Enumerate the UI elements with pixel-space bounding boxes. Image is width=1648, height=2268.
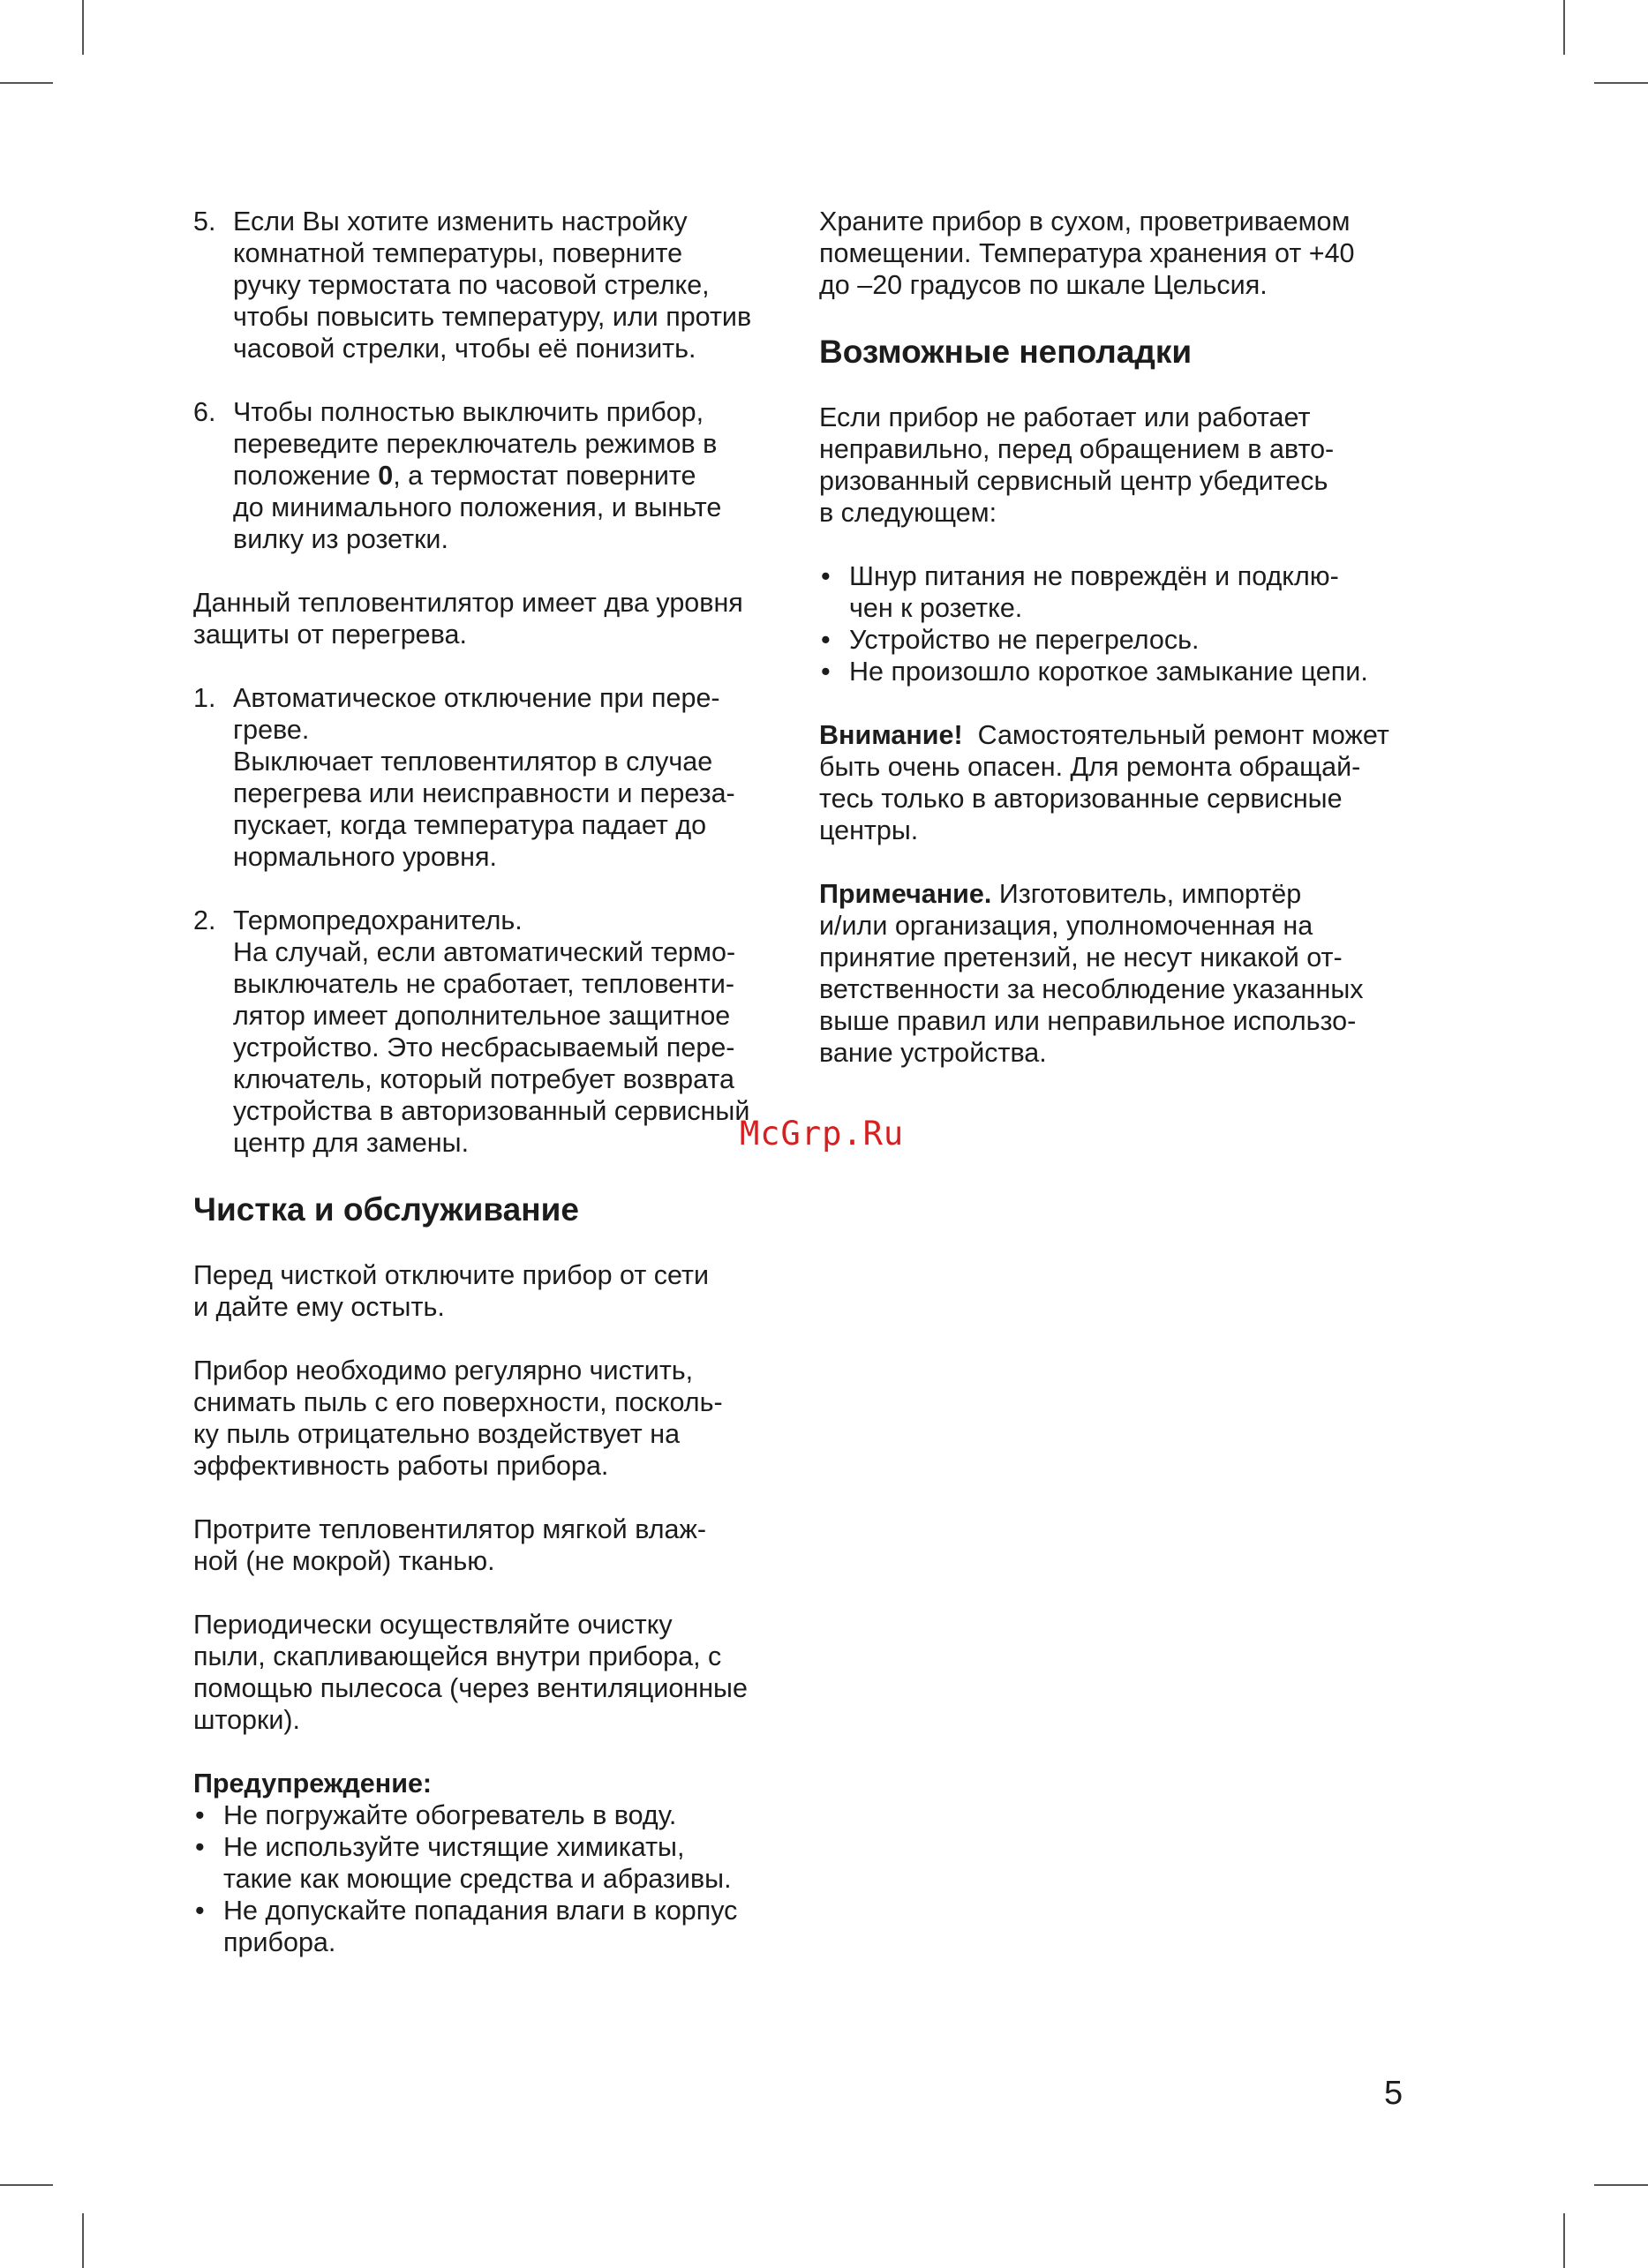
- protection-item-1: [193, 682, 794, 873]
- text-line: в следующем:: [819, 498, 997, 528]
- text-line: Перед чисткой отключите прибор от сети: [193, 1260, 709, 1290]
- text-line: устройство. Это несбрасываемый пере-: [233, 1033, 735, 1063]
- instruction-item-5: [193, 206, 794, 364]
- troubleshooting-intro: [819, 402, 1419, 529]
- text-line: Шнур питания не повреждён и подклю-: [849, 561, 1339, 591]
- text-line: ку пыль отрицательно воздействует на: [193, 1419, 681, 1449]
- left-column: [193, 206, 794, 1958]
- bullet-icon: •: [195, 1832, 205, 1862]
- text-line: снимать пыль с его поверхности, посколь-: [193, 1387, 723, 1417]
- text-line: пыли, скапливающейся внутри прибора, с: [193, 1641, 722, 1671]
- text-line: Автоматическое отключение при пере-: [233, 683, 720, 713]
- text-line: быть очень опасен. Для ремонта обращай-: [819, 752, 1361, 782]
- item-number: 6.: [193, 397, 216, 427]
- text-line: Протрите тепловентилятор мягкой влаж-: [193, 1514, 707, 1544]
- text-line: вание устройства.: [819, 1038, 1047, 1068]
- text-line: тесь только в авторизованные сервисные: [819, 784, 1343, 814]
- list-item: [193, 1831, 794, 1895]
- text-fragment: , а термостат поверните: [393, 461, 696, 491]
- note-label: Примечание.: [819, 879, 992, 909]
- attention-label: Внимание!: [819, 720, 963, 750]
- text-fragment: Изготовитель, импортёр: [998, 879, 1302, 909]
- text-line: перегрева или неисправности и переза-: [233, 778, 735, 808]
- cleaning-paragraph: [193, 1513, 794, 1577]
- text-line: Выключает тепловентилятор в случае: [233, 747, 713, 777]
- crop-mark-top-right-v: [1563, 0, 1565, 55]
- checklist: [819, 560, 1419, 687]
- text-line: Чтобы полностью выключить прибор,: [233, 397, 704, 427]
- text-line: до –20 градусов по шкале Цельсия.: [819, 270, 1268, 300]
- text-fragment: положение: [233, 461, 379, 491]
- item-number: 2.: [193, 905, 216, 935]
- bullet-icon: •: [821, 561, 831, 591]
- troubleshooting-heading: Возможные неполадки: [819, 334, 1193, 370]
- text-line: вилку из розетки.: [233, 524, 448, 554]
- instruction-item-6: [193, 396, 794, 555]
- text-line: эффективность работы прибора.: [193, 1451, 609, 1481]
- cleaning-paragraph: [193, 1609, 794, 1736]
- text-line: ключатель, который потребует возврата: [233, 1064, 735, 1094]
- text-line: и/или организация, уполномоченная на: [819, 911, 1313, 941]
- storage-paragraph: [819, 206, 1419, 301]
- text-line: Храните прибор в сухом, проветриваемом: [819, 207, 1351, 237]
- text-line: ризованный сервисный центр убедитесь: [819, 466, 1328, 496]
- attention-paragraph: [819, 719, 1419, 846]
- crop-mark-top-left-v: [82, 0, 84, 55]
- right-column: [819, 206, 1419, 1100]
- text-line: такие как моющие средства и абразивы.: [223, 1864, 732, 1894]
- text-line: Не произошло короткое замыкание цепи.: [849, 657, 1368, 687]
- text-line: прибора.: [223, 1927, 336, 1957]
- text-line: помощью пылесоса (через вентиляционные: [193, 1673, 748, 1703]
- crop-mark-top-right-h: [1594, 82, 1648, 84]
- list-item: [193, 1895, 794, 1958]
- text-line: и дайте ему остыть.: [193, 1292, 445, 1322]
- text-line: переведите переключатель режимов в: [233, 429, 718, 459]
- bullet-icon: •: [195, 1896, 205, 1926]
- cleaning-paragraph: [193, 1355, 794, 1482]
- text-line: чтобы повысить температуру, или против: [233, 302, 752, 332]
- crop-mark-bottom-left-v: [82, 2213, 84, 2268]
- text-line: [819, 878, 1419, 910]
- text-line: помещении. Температура хранения от +40: [819, 238, 1355, 268]
- text-line: неправильно, перед обращением в авто-: [819, 434, 1335, 464]
- text-line: нормального уровня.: [233, 842, 497, 872]
- text-line: Не погружайте обогреватель в воду.: [223, 1800, 677, 1830]
- cleaning-heading: Чистка и обслуживание: [193, 1191, 579, 1228]
- list-item: [819, 624, 1419, 656]
- text-line: устройства в авторизованный сервисный: [233, 1096, 750, 1126]
- text-line: принятие претензий, не несут никакой от-: [819, 942, 1343, 973]
- text-line: Если Вы хотите изменить настройку: [233, 207, 688, 237]
- text-line: центры.: [819, 815, 919, 845]
- protection-item-2: [193, 905, 794, 1159]
- protection-intro: [193, 587, 794, 650]
- text-line: Устройство не перегрелось.: [849, 625, 1200, 655]
- bullet-icon: •: [821, 657, 831, 687]
- text-line: ной (не мокрой) тканью.: [193, 1546, 495, 1576]
- text-line: ветственности за несоблюдение указанных: [819, 974, 1364, 1004]
- text-line: пускает, когда температура падает до: [233, 810, 707, 840]
- text-line: Периодически осуществляйте очистку: [193, 1610, 673, 1640]
- warning-label: [193, 1768, 794, 1799]
- text-line: центр для замены.: [233, 1128, 470, 1158]
- crop-mark-top-left-h: [0, 82, 53, 84]
- watermark: McGrp.Ru: [740, 1115, 905, 1153]
- cleaning-paragraph: [193, 1259, 794, 1323]
- text-line: Прибор необходимо регулярно чистить,: [193, 1356, 694, 1386]
- crop-mark-bottom-left-h: [0, 2184, 53, 2186]
- text-line: Термопредохранитель.: [233, 905, 523, 935]
- note-paragraph: [819, 878, 1419, 1069]
- position-zero: 0: [378, 461, 394, 491]
- text-line: до минимального положения, и выньте: [233, 492, 722, 522]
- text-line: комнатной температуры, поверните: [233, 238, 683, 268]
- text-line: греве.: [233, 715, 310, 745]
- text-line: выключатель не сработает, тепловенти-: [233, 969, 735, 999]
- text-line: ручку термостата по часовой стрелке,: [233, 270, 710, 300]
- text-fragment: Самостоятельный ремонт может: [977, 720, 1389, 750]
- text-line: Не используйте чистящие химикаты,: [223, 1832, 685, 1862]
- text-line: часовой стрелки, чтобы её понизить.: [233, 334, 696, 364]
- text-line: лятор имеет дополнительное защитное: [233, 1001, 731, 1031]
- bullet-icon: •: [821, 625, 831, 655]
- list-item: [193, 1799, 794, 1831]
- text-line: шторки).: [193, 1705, 301, 1735]
- item-number: 1.: [193, 683, 216, 713]
- list-item: [819, 656, 1419, 687]
- page-number: 5: [1384, 2075, 1403, 2112]
- text-line: [233, 460, 794, 492]
- text-line: На случай, если автоматический термо-: [233, 937, 736, 967]
- crop-mark-bottom-right-v: [1563, 2213, 1565, 2268]
- list-item: [819, 560, 1419, 624]
- warning-label-text: Предупреждение:: [193, 1769, 433, 1799]
- crop-mark-bottom-right-h: [1594, 2184, 1648, 2186]
- text-line: Если прибор не работает или работает: [819, 402, 1311, 432]
- text-line: чен к розетке.: [849, 593, 1023, 623]
- item-number: 5.: [193, 207, 216, 237]
- text-line: Данный тепловентилятор имеет два уровня: [193, 588, 743, 618]
- bullet-icon: •: [195, 1800, 205, 1830]
- text-line: [819, 719, 1419, 751]
- text-line: защиты от перегрева.: [193, 620, 467, 650]
- text-line: Не допускайте попадания влаги в корпус: [223, 1896, 738, 1926]
- warning-list: [193, 1799, 794, 1958]
- text-line: выше правил или неправильное использо-: [819, 1006, 1357, 1036]
